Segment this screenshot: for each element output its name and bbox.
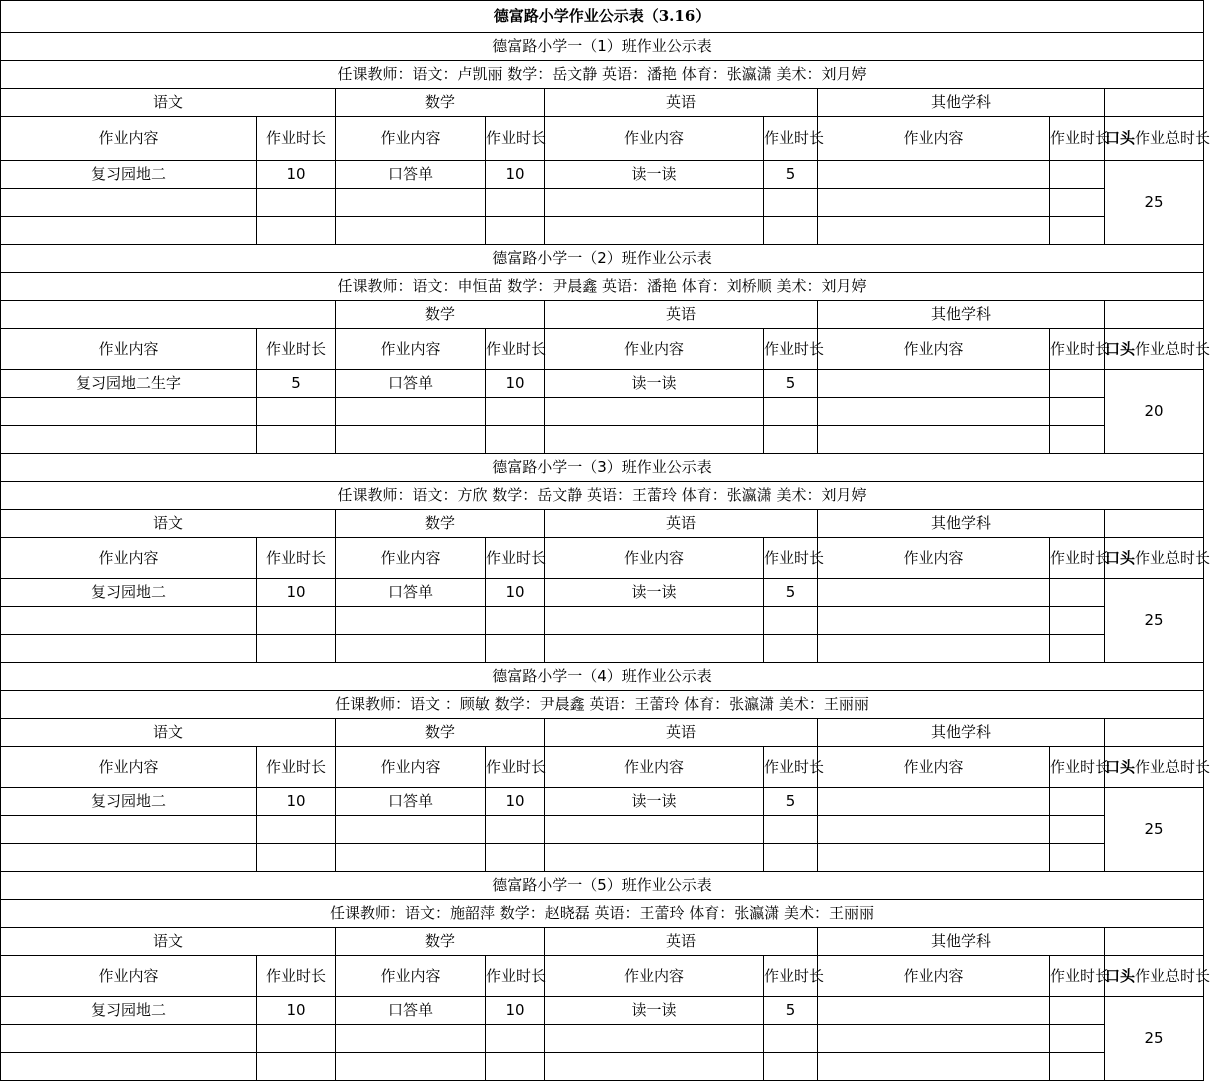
class-heading: 德富路小学一（5）班作业公示表 bbox=[1, 872, 1204, 900]
total-time-label bbox=[1105, 538, 1210, 579]
empty-cell bbox=[818, 635, 1050, 663]
chinese-duration-label: 作业时长 bbox=[257, 329, 336, 370]
empty-cell bbox=[336, 844, 486, 872]
empty-cell bbox=[545, 189, 764, 217]
total-time-label bbox=[1105, 747, 1210, 788]
teacher-list: 任课教师：语文：卢凯丽 数学：岳文静 英语：潘艳 体育：张瀛潇 美术：刘月婷 bbox=[1, 61, 1204, 89]
subject-chinese-header bbox=[1, 301, 336, 329]
empty-cell bbox=[818, 426, 1050, 454]
class-heading: 德富路小学一（1）班作业公示表 bbox=[1, 33, 1204, 61]
empty-cell bbox=[1, 189, 257, 217]
blank-header-cell bbox=[1105, 301, 1204, 329]
empty-cell bbox=[257, 426, 336, 454]
empty-cell bbox=[257, 189, 336, 217]
math-content-label: 作业内容 bbox=[336, 329, 486, 370]
subject-math-header: 数学 bbox=[336, 719, 545, 747]
total-label-rest: 作业总时长 bbox=[1135, 129, 1210, 147]
class-heading: 德富路小学一（2）班作业公示表 bbox=[1, 245, 1204, 273]
empty-cell bbox=[486, 844, 545, 872]
empty-cell bbox=[336, 189, 486, 217]
chinese-duration-label: 作业时长 bbox=[257, 747, 336, 788]
total-time-value: 25 bbox=[1105, 788, 1204, 872]
empty-cell bbox=[1050, 816, 1105, 844]
empty-cell bbox=[1, 398, 257, 426]
other-content-label: 作业内容 bbox=[818, 329, 1050, 370]
subject-english-header: 英语 bbox=[545, 89, 818, 117]
empty-cell bbox=[1050, 398, 1105, 426]
subject-math-header: 数学 bbox=[336, 928, 545, 956]
math-content-label: 作业内容 bbox=[336, 747, 486, 788]
math-duration-label: 作业时长 bbox=[486, 747, 545, 788]
empty-cell bbox=[486, 189, 545, 217]
empty-cell bbox=[257, 1025, 336, 1053]
page-title: 德富路小学作业公示表（3.16） bbox=[1, 1, 1204, 33]
empty-cell bbox=[257, 844, 336, 872]
empty-cell bbox=[818, 189, 1050, 217]
empty-cell bbox=[1, 426, 257, 454]
empty-cell bbox=[545, 816, 764, 844]
empty-cell bbox=[764, 189, 818, 217]
empty-cell bbox=[336, 816, 486, 844]
other-duration-label: 作业时长 bbox=[1050, 538, 1105, 579]
total-time-value: 25 bbox=[1105, 997, 1204, 1081]
subject-other-header: 其他学科 bbox=[818, 719, 1105, 747]
empty-cell bbox=[486, 398, 545, 426]
empty-cell bbox=[486, 1025, 545, 1053]
empty-cell bbox=[1, 1025, 257, 1053]
math-duration-label: 作业时长 bbox=[486, 538, 545, 579]
empty-cell bbox=[1, 844, 257, 872]
empty-cell bbox=[486, 426, 545, 454]
math-time-cell: 10 bbox=[486, 161, 545, 189]
empty-cell bbox=[336, 1053, 486, 1081]
blank-header-cell bbox=[1105, 89, 1204, 117]
empty-cell bbox=[257, 1053, 336, 1081]
blank-header-cell bbox=[1105, 719, 1204, 747]
total-label-rest: 作业总时长 bbox=[1135, 339, 1210, 358]
chinese-duration-label: 作业时长 bbox=[257, 117, 336, 161]
math-content-label: 作业内容 bbox=[336, 117, 486, 161]
empty-cell bbox=[545, 1025, 764, 1053]
empty-cell bbox=[1050, 607, 1105, 635]
empty-cell bbox=[1050, 844, 1105, 872]
empty-cell bbox=[545, 1053, 764, 1081]
english-content-label: 作业内容 bbox=[545, 956, 764, 997]
subject-english-header: 英语 bbox=[545, 719, 818, 747]
chinese-work-cell: 复习园地二 bbox=[1, 161, 257, 189]
english-work-cell: 读一读 bbox=[545, 161, 764, 189]
total-label-rest: 作业总时长 bbox=[1135, 966, 1210, 985]
other-time-cell bbox=[1050, 997, 1105, 1025]
chinese-time-cell: 10 bbox=[257, 997, 336, 1025]
math-content-label: 作业内容 bbox=[336, 956, 486, 997]
chinese-time-cell: 10 bbox=[257, 579, 336, 607]
chinese-time-cell: 5 bbox=[257, 370, 336, 398]
subject-math-header: 数学 bbox=[336, 510, 545, 538]
empty-cell bbox=[1050, 1025, 1105, 1053]
chinese-time-cell: 10 bbox=[257, 788, 336, 816]
empty-cell bbox=[818, 1025, 1050, 1053]
empty-cell bbox=[257, 217, 336, 245]
chinese-work-cell: 复习园地二生字 bbox=[1, 370, 257, 398]
english-time-cell: 5 bbox=[764, 997, 818, 1025]
blank-header-cell bbox=[1105, 510, 1204, 538]
empty-cell bbox=[818, 607, 1050, 635]
total-label-bold: 口头 bbox=[1105, 548, 1136, 567]
other-work-cell bbox=[818, 579, 1050, 607]
english-duration-label: 作业时长 bbox=[764, 329, 818, 370]
english-time-cell: 5 bbox=[764, 788, 818, 816]
subject-chinese-header: 语文 bbox=[1, 928, 336, 956]
total-time-label bbox=[1105, 329, 1210, 370]
english-duration-label: 作业时长 bbox=[764, 956, 818, 997]
empty-cell bbox=[257, 816, 336, 844]
math-work-cell: 口答单 bbox=[336, 579, 486, 607]
total-time-value: 25 bbox=[1105, 161, 1204, 245]
empty-cell bbox=[545, 635, 764, 663]
empty-cell bbox=[336, 607, 486, 635]
empty-cell bbox=[486, 607, 545, 635]
empty-cell bbox=[486, 1053, 545, 1081]
total-label-bold: 口头 bbox=[1105, 757, 1136, 776]
empty-cell bbox=[486, 217, 545, 245]
empty-cell bbox=[545, 844, 764, 872]
subject-other-header: 其他学科 bbox=[818, 510, 1105, 538]
total-time-value: 20 bbox=[1105, 370, 1204, 454]
other-content-label: 作业内容 bbox=[818, 747, 1050, 788]
math-work-cell: 口答单 bbox=[336, 788, 486, 816]
math-content-label: 作业内容 bbox=[336, 538, 486, 579]
subject-english-header: 英语 bbox=[545, 301, 818, 329]
blank-header-cell bbox=[1105, 928, 1204, 956]
empty-cell bbox=[257, 607, 336, 635]
total-label-rest: 作业总时长 bbox=[1135, 757, 1210, 776]
chinese-work-cell: 复习园地二 bbox=[1, 788, 257, 816]
empty-cell bbox=[486, 816, 545, 844]
empty-cell bbox=[764, 1025, 818, 1053]
empty-cell bbox=[764, 1053, 818, 1081]
other-work-cell bbox=[818, 161, 1050, 189]
other-time-cell bbox=[1050, 579, 1105, 607]
teacher-list: 任课教师：语文：施韶萍 数学：赵晓磊 英语：王蕾玲 体育：张瀛潇 美术：王丽丽 bbox=[1, 900, 1204, 928]
teacher-list: 任课教师：语文 ：顾敏 数学：尹晨鑫 英语：王蕾玲 体育：张瀛潇 美术：王丽丽 bbox=[1, 691, 1204, 719]
total-time-value: 25 bbox=[1105, 579, 1204, 663]
math-duration-label: 作业时长 bbox=[486, 117, 545, 161]
empty-cell bbox=[818, 816, 1050, 844]
chinese-work-cell: 复习园地二 bbox=[1, 579, 257, 607]
empty-cell bbox=[336, 635, 486, 663]
english-time-cell: 5 bbox=[764, 161, 818, 189]
empty-cell bbox=[1050, 1053, 1105, 1081]
other-time-cell bbox=[1050, 161, 1105, 189]
empty-cell bbox=[764, 398, 818, 426]
empty-cell bbox=[818, 217, 1050, 245]
subject-english-header: 英语 bbox=[545, 510, 818, 538]
english-content-label: 作业内容 bbox=[545, 747, 764, 788]
subject-chinese-header: 语文 bbox=[1, 510, 336, 538]
subject-math-header: 数学 bbox=[336, 301, 545, 329]
empty-cell bbox=[764, 607, 818, 635]
math-duration-label: 作业时长 bbox=[486, 956, 545, 997]
empty-cell bbox=[818, 398, 1050, 426]
total-label-bold: 口头 bbox=[1105, 966, 1136, 985]
total-time-label bbox=[1105, 117, 1210, 161]
subject-other-header: 其他学科 bbox=[818, 301, 1105, 329]
subject-chinese-header: 语文 bbox=[1, 719, 336, 747]
english-content-label: 作业内容 bbox=[545, 329, 764, 370]
total-label-bold: 口头 bbox=[1105, 129, 1136, 147]
empty-cell bbox=[764, 426, 818, 454]
math-work-cell: 口答单 bbox=[336, 370, 486, 398]
empty-cell bbox=[1050, 426, 1105, 454]
empty-cell bbox=[545, 426, 764, 454]
other-work-cell bbox=[818, 997, 1050, 1025]
other-duration-label: 作业时长 bbox=[1050, 747, 1105, 788]
empty-cell bbox=[764, 635, 818, 663]
math-time-cell: 10 bbox=[486, 788, 545, 816]
empty-cell bbox=[545, 217, 764, 245]
empty-cell bbox=[486, 635, 545, 663]
other-work-cell bbox=[818, 370, 1050, 398]
math-time-cell: 10 bbox=[486, 997, 545, 1025]
english-duration-label: 作业时长 bbox=[764, 747, 818, 788]
empty-cell bbox=[545, 607, 764, 635]
empty-cell bbox=[1050, 635, 1105, 663]
other-work-cell bbox=[818, 788, 1050, 816]
other-duration-label: 作业时长 bbox=[1050, 117, 1105, 161]
class-heading: 德富路小学一（3）班作业公示表 bbox=[1, 454, 1204, 482]
other-content-label: 作业内容 bbox=[818, 538, 1050, 579]
chinese-time-cell: 10 bbox=[257, 161, 336, 189]
empty-cell bbox=[1050, 217, 1105, 245]
english-duration-label: 作业时长 bbox=[764, 117, 818, 161]
english-work-cell: 读一读 bbox=[545, 579, 764, 607]
empty-cell bbox=[257, 398, 336, 426]
class-heading: 德富路小学一（4）班作业公示表 bbox=[1, 663, 1204, 691]
teacher-list: 任课教师：语文：方欣 数学：岳文静 英语：王蕾玲 体育：张瀛潇 美术：刘月婷 bbox=[1, 482, 1204, 510]
empty-cell bbox=[764, 844, 818, 872]
subject-other-header: 其他学科 bbox=[818, 89, 1105, 117]
math-time-cell: 10 bbox=[486, 370, 545, 398]
other-duration-label: 作业时长 bbox=[1050, 956, 1105, 997]
english-duration-label: 作业时长 bbox=[764, 538, 818, 579]
chinese-duration-label: 作业时长 bbox=[257, 956, 336, 997]
chinese-content-label: 作业内容 bbox=[1, 747, 257, 788]
empty-cell bbox=[336, 217, 486, 245]
chinese-content-label: 作业内容 bbox=[1, 538, 257, 579]
math-work-cell: 口答单 bbox=[336, 997, 486, 1025]
other-content-label: 作业内容 bbox=[818, 117, 1050, 161]
empty-cell bbox=[1, 217, 257, 245]
chinese-content-label: 作业内容 bbox=[1, 329, 257, 370]
empty-cell bbox=[818, 1053, 1050, 1081]
subject-math-header: 数学 bbox=[336, 89, 545, 117]
empty-cell bbox=[336, 1025, 486, 1053]
math-work-cell: 口答单 bbox=[336, 161, 486, 189]
chinese-duration-label: 作业时长 bbox=[257, 538, 336, 579]
empty-cell bbox=[336, 426, 486, 454]
other-time-cell bbox=[1050, 788, 1105, 816]
chinese-work-cell: 复习园地二 bbox=[1, 997, 257, 1025]
empty-cell bbox=[1, 816, 257, 844]
other-duration-label: 作业时长 bbox=[1050, 329, 1105, 370]
math-time-cell: 10 bbox=[486, 579, 545, 607]
english-work-cell: 读一读 bbox=[545, 997, 764, 1025]
total-label-rest: 作业总时长 bbox=[1135, 548, 1210, 567]
total-time-label bbox=[1105, 956, 1210, 997]
teacher-list: 任课教师：语文：申恒苗 数学：尹晨鑫 英语：潘艳 体育：刘桥顺 美术：刘月婷 bbox=[1, 273, 1204, 301]
empty-cell bbox=[1, 607, 257, 635]
empty-cell bbox=[545, 398, 764, 426]
chinese-content-label: 作业内容 bbox=[1, 956, 257, 997]
other-time-cell bbox=[1050, 370, 1105, 398]
total-label-bold: 口头 bbox=[1105, 339, 1136, 358]
math-duration-label: 作业时长 bbox=[486, 329, 545, 370]
english-time-cell: 5 bbox=[764, 579, 818, 607]
english-work-cell: 读一读 bbox=[545, 788, 764, 816]
empty-cell bbox=[764, 217, 818, 245]
english-content-label: 作业内容 bbox=[545, 117, 764, 161]
english-content-label: 作业内容 bbox=[545, 538, 764, 579]
empty-cell bbox=[764, 816, 818, 844]
empty-cell bbox=[257, 635, 336, 663]
empty-cell bbox=[1, 635, 257, 663]
empty-cell bbox=[1050, 189, 1105, 217]
empty-cell bbox=[336, 398, 486, 426]
empty-cell bbox=[818, 844, 1050, 872]
subject-chinese-header: 语文 bbox=[1, 89, 336, 117]
other-content-label: 作业内容 bbox=[818, 956, 1050, 997]
english-time-cell: 5 bbox=[764, 370, 818, 398]
subject-other-header: 其他学科 bbox=[818, 928, 1105, 956]
english-work-cell: 读一读 bbox=[545, 370, 764, 398]
chinese-content-label: 作业内容 bbox=[1, 117, 257, 161]
empty-cell bbox=[1, 1053, 257, 1081]
subject-english-header: 英语 bbox=[545, 928, 818, 956]
